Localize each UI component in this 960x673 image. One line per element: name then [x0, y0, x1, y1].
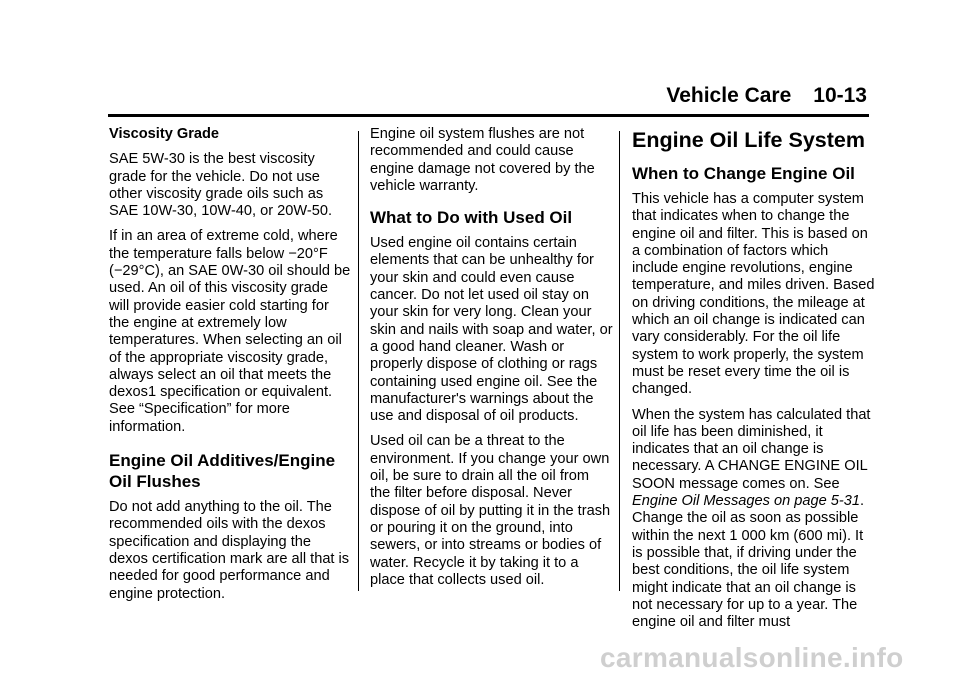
when-to-change-heading: When to Change Engine Oil	[632, 164, 855, 183]
paragraph-text: . Change the oil as soon as possible within the next 1 000 km (600 mi). It is possible that, if driving under the best conditions, the oil life system might indicate that an oil change is not necessary for up to a year. The engine oil and filter must	[632, 493, 865, 631]
column-1	[109, 126, 352, 611]
used-oil-heading: What to Do with Used Oil	[370, 208, 573, 228]
paragraph: Do not add anything to the oil. The recommended oils with the dexos specification and displaying the dexos certification mark are all that is needed for good performance and engine protection.	[109, 499, 350, 602]
column-2	[370, 126, 613, 597]
oil-life-system-heading: Engine Oil Life System	[632, 128, 865, 152]
paragraph: Engine oil system flushes are not recommended and could cause engine damage not covered by the vehicle warranty.	[370, 126, 595, 194]
header-rule	[108, 114, 869, 117]
column-divider	[619, 131, 620, 591]
additives-heading: Engine Oil Additives/Engine Oil Flushes	[109, 451, 336, 492]
paragraph: If in an area of extreme cold, where the temperature falls below −20°F (−29°C), an SAE 0W-30 oil should be used. An oil of this viscosity grade will provide easier cold starting for the engine at extremely low temperatures. When selecting an oil of the appropriate viscosity grade, always select an oil that meets the dexos1 specification or equivalent. See “Specification” for more information.	[109, 228, 351, 435]
watermark: carmanualsonline.info	[600, 642, 904, 673]
section-title: Vehicle Care	[666, 84, 792, 107]
viscosity-grade-heading: Viscosity Grade	[109, 126, 220, 142]
page-header	[0, 84, 867, 108]
paragraph: This vehicle has a computer system that indicates when to change the engine oil and filter. This is based on a combination of factors which include engine revolutions, engine temperature, and miles driven. Based on driving conditions, the mileage at which an oil change is indicated can vary considerably. For the oil life system to work properly, the system must be reset every time the oil is changed.	[632, 191, 875, 398]
column-divider	[358, 131, 359, 591]
column-3	[632, 126, 875, 639]
cross-reference-link[interactable]: Engine Oil Messages on page 5-31	[632, 493, 860, 510]
page-number: 10-13	[813, 84, 867, 107]
paragraph: SAE 5W-30 is the best viscosity grade for the vehicle. Do not use other viscosity grade oils such as SAE 10W-30, 10W-40, or 20W-50.	[109, 151, 333, 220]
paragraph: Used engine oil contains certain elements that can be unhealthy for your skin and could even cause cancer. Do not let used oil stay on your skin for very long. Clean your skin and nails with soap and water, or a good hand cleaner. Wash or properly dispose of clothing or rags containing used engine oil. See the manufacturer's warnings about the use and disposal of oil products.	[370, 235, 613, 425]
paragraph: Used oil can be a threat to the environment. If you change your own oil, be sure to drain all the oil from the filter before disposal. Never dispose of oil by putting it in the trash or pouring it on the ground, into sewers, or into streams or bodies of water. Recycle it by taking it to a place that collects used oil.	[370, 433, 611, 588]
paragraph	[632, 407, 875, 632]
paragraph-text: When the system has calculated that oil life has been diminished, it indicates that an oil change is necessary. A CHANGE ENGINE OIL SOON message comes on. See	[632, 406, 871, 492]
